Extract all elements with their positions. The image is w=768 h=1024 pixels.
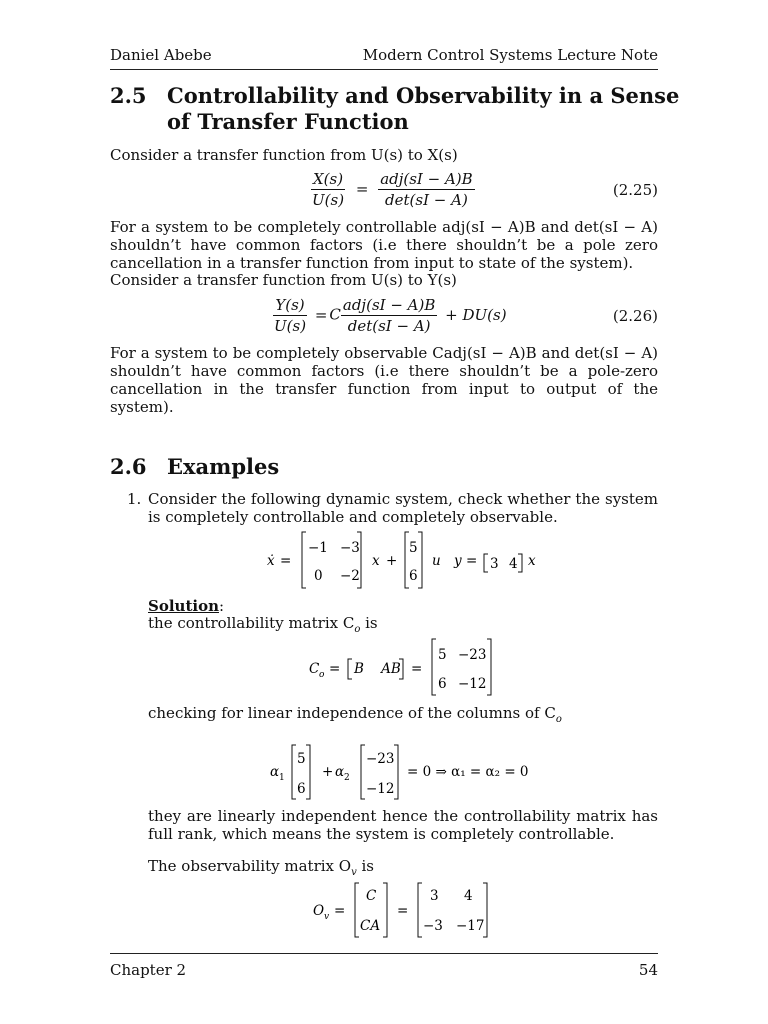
matrix-a-12: −3: [340, 540, 360, 556]
svg-text:y: y: [454, 553, 462, 569]
ov-21: −3: [423, 918, 443, 934]
section-2-6-heading: [110, 454, 279, 479]
ov-12: 4: [464, 888, 473, 904]
alpha-v2-2: −12: [366, 781, 395, 797]
footer-chapter: Chapter 2: [110, 961, 187, 979]
controllability-conclusion: they are linearly independent hence the controllability matrix has full rank, which means the system is completely controllable.: [148, 807, 658, 843]
svg-text:B AB: B AB: [354, 661, 401, 677]
alpha-result: = 0 ⇒ α₁ = α₂ = 0: [407, 764, 529, 780]
list-item-text: Consider the following dynamic system, check whether the system is completely controllable and completely observable.: [148, 490, 658, 526]
ov-sym-2: CA: [360, 918, 381, 934]
linear-combination-equation: [268, 743, 548, 801]
alpha-v2-1: −23: [366, 751, 395, 767]
svg-text:+: +: [322, 764, 334, 780]
co-22: −12: [458, 676, 487, 692]
co-11: 5: [438, 647, 447, 663]
co-12: −23: [458, 647, 487, 663]
section-2-5-heading: [110, 83, 679, 108]
svg-text:x: x: [372, 553, 380, 569]
paragraph-controllable: For a system to be completely controllable adj(sI − A)B and det(sI − A) shouldn’t have common factors (i.e there shouldn’t be a pole zero cancellation in a transfer function from input to state of the system).: [110, 218, 658, 272]
equation-number: (2.25): [612, 181, 658, 199]
footer-page-number: 54: [638, 961, 658, 979]
ov-11: 3: [430, 888, 439, 904]
svg-text:ẋ: ẋ: [267, 553, 275, 569]
matrix-b-2: 6: [409, 568, 418, 584]
linear-independence-intro: checking for linear independence of the columns of $C_o$: [148, 704, 562, 725]
alpha-v1-1: 5: [297, 751, 306, 767]
section-title: Examples: [167, 454, 280, 479]
paragraph-tf-x: Consider a transfer function from U(s) to X(s): [110, 146, 458, 164]
section-number: 2.5: [110, 83, 147, 108]
eq-rhs-fraction: $\frac{\text{adj(sI − A)B}}{\det(sI - A)}$: [342, 296, 436, 335]
footer-rule: [110, 953, 658, 954]
equation-2-26: $\frac{Y(s)}{U(s)}$ = C $\frac{\text{adj(sI − A)B}}{\det(sI - A)}$ + DU(s): [274, 296, 507, 335]
eq-rhs-fraction: $\frac{\text{adj(sI − A)B}}{\det(sI - A)}$: [380, 170, 473, 209]
system-equation: [266, 530, 566, 590]
svg-text:=: =: [466, 553, 478, 569]
list-item-number: 1.: [127, 490, 142, 508]
controllability-matrix-equation: [307, 637, 507, 697]
observability-intro: The observability matrix $O_v$ is: [148, 857, 374, 878]
matrix-b-1: 5: [409, 540, 418, 556]
svg-text:=: =: [334, 903, 346, 919]
paragraph-observable: For a system to be completely observable Cadj(sI − A)B and det(sI − A) shouldn’t have common factors (i.e there shouldn’t be a pole-zero cancellation in the transfer function from input to output of the system).: [110, 344, 658, 416]
header-title: Modern Control Systems Lecture Note: [362, 46, 658, 64]
eq-lhs-fraction: $\frac{X(s)}{U(s)}$: [312, 170, 345, 209]
section-title-line1: Controllability and Observability in a Sense: [167, 83, 680, 108]
svg-text:2: 2: [344, 773, 350, 783]
co-21: 6: [438, 676, 447, 692]
solution-label: Solution:: [148, 597, 225, 615]
svg-text:+: +: [386, 553, 398, 569]
matrix-c-1: 3: [490, 556, 499, 572]
matrix-a-21: 0: [314, 568, 323, 584]
eq-lhs-fraction: $\frac{Y(s)}{U(s)}$: [274, 296, 307, 335]
svg-text:O: O: [313, 903, 325, 919]
matrix-c-2: 4: [509, 556, 518, 572]
svg-text:α: α: [335, 764, 345, 780]
svg-text:=: =: [397, 903, 409, 919]
svg-text:1: 1: [279, 773, 285, 783]
svg-text:u: u: [432, 553, 441, 569]
section-number: 2.6: [110, 454, 147, 479]
ov-sym-1: C: [366, 888, 377, 904]
svg-text:=: =: [411, 661, 423, 677]
controllability-intro: the controllability matrix $C_o$ is: [148, 614, 378, 635]
alpha-v1-2: 6: [297, 781, 306, 797]
header-author: Daniel Abebe: [110, 46, 212, 64]
svg-text:α: α: [270, 764, 280, 780]
equation-number: (2.26): [612, 307, 658, 325]
svg-text:o: o: [319, 670, 325, 680]
svg-text:x: x: [528, 553, 536, 569]
svg-text:=: =: [280, 553, 292, 569]
header-rule: [110, 69, 658, 70]
equation-2-25: $\frac{X(s)}{U(s)}$ = $\frac{\text{adj(sI − A)B}}{\det(sI - A)}$: [312, 170, 473, 209]
section-title-line2: of Transfer Function: [167, 109, 409, 134]
svg-text:v: v: [324, 912, 330, 922]
svg-text:C: C: [309, 661, 320, 677]
matrix-a-22: −2: [340, 568, 360, 584]
matrix-a-11: −1: [308, 540, 328, 556]
ov-22: −17: [456, 918, 485, 934]
paragraph-tf-y: Consider a transfer function from U(s) to Y(s): [110, 271, 457, 289]
svg-text:=: =: [329, 661, 341, 677]
observability-matrix-equation: [311, 881, 501, 939]
